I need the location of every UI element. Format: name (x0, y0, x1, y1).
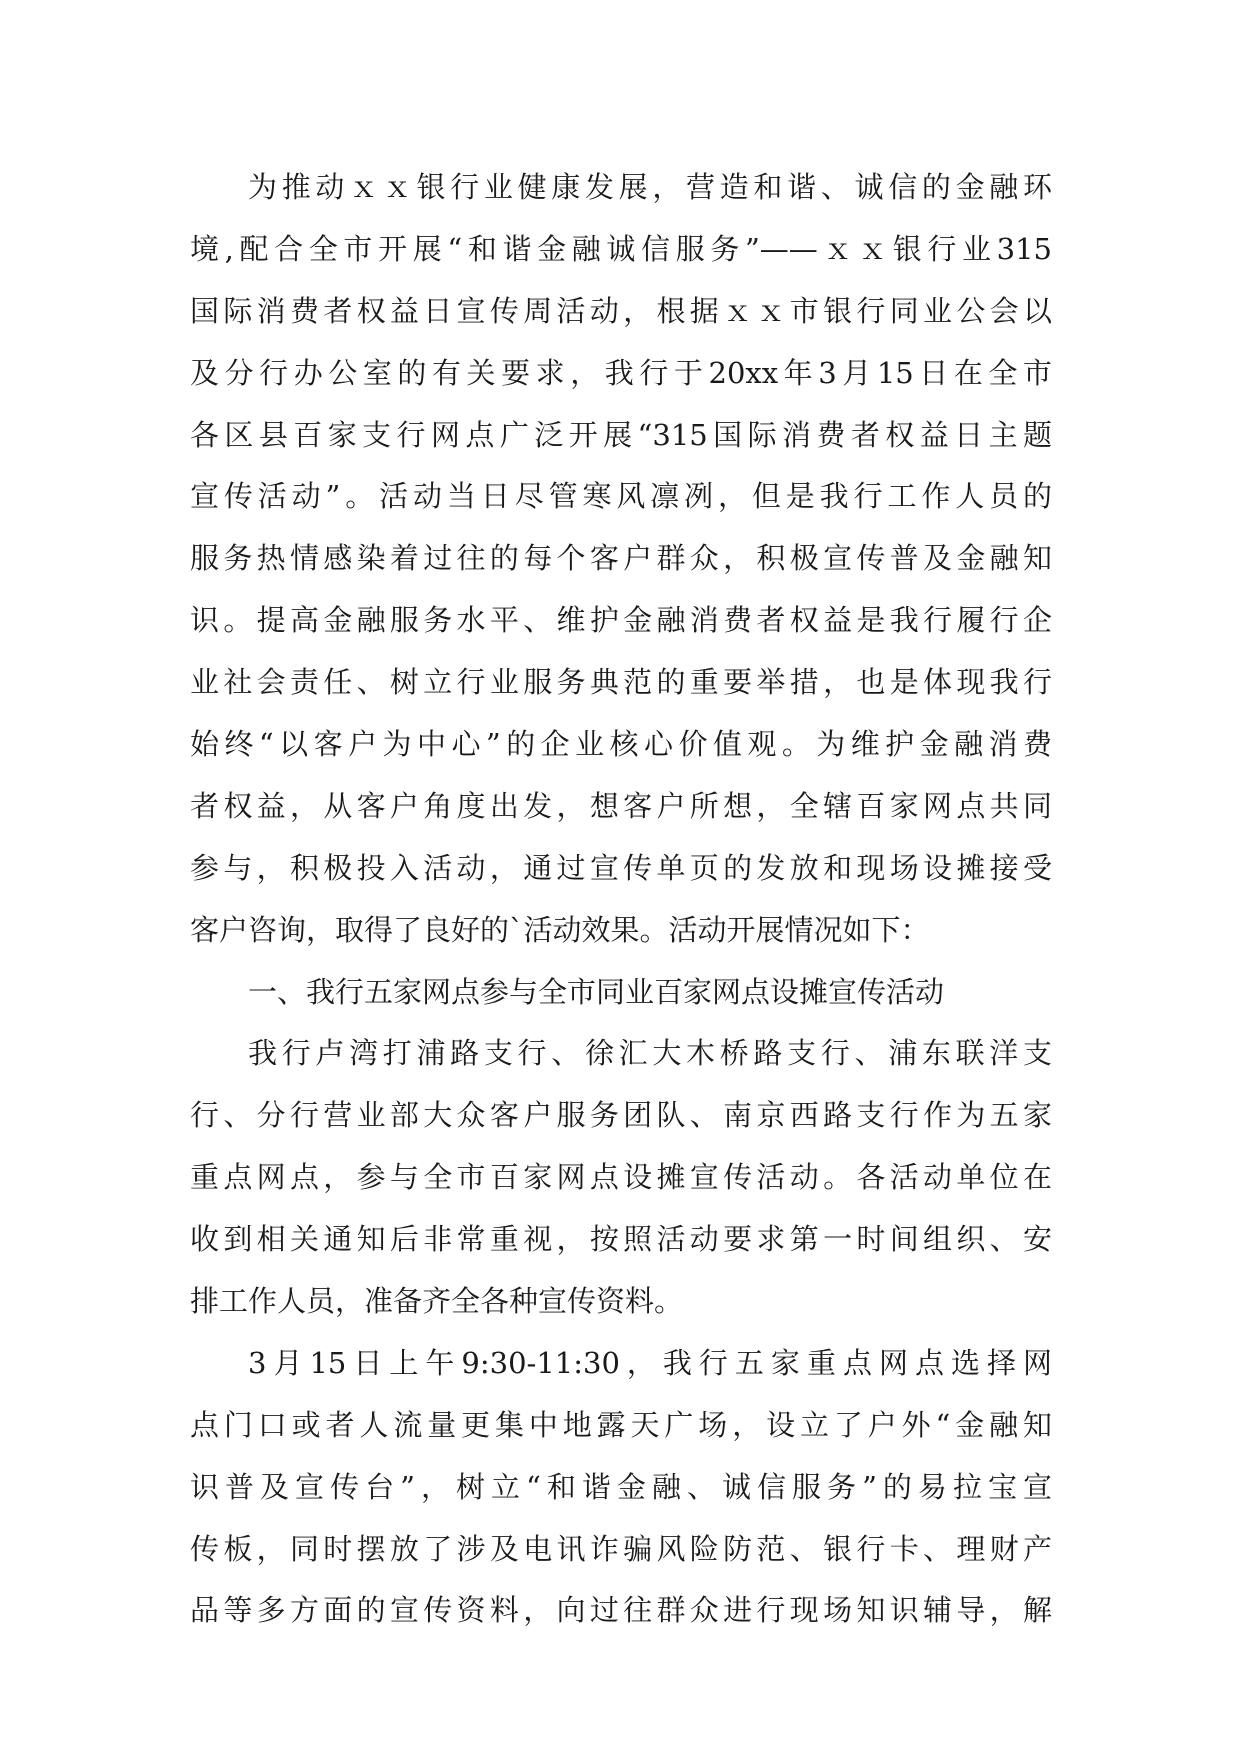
text-line: 重点网点，参与全市百家网点设摊宣传活动。各活动单位在 (190, 1160, 1052, 1195)
text-line: 境,配合全市开展“和谐金融诚信服务”——ｘｘ银行业315 (190, 231, 1052, 266)
text-line: 识普及宣传台”，树立“和谐金融、诚信服务”的易拉宝宣 (190, 1469, 1052, 1504)
text-line: 及分行办公室的有关要求，我行于20xx年3月15日在全市 (190, 355, 1052, 390)
text-line: 一、我行五家网点参与全市同业百家网点设摊宣传活动 (248, 974, 945, 1009)
text-line: 点门口或者人流量更集中地露天广场，设立了户外“金融知 (190, 1407, 1052, 1442)
text-line: 始终“以客户为中心”的企业核心价值观。为维护金融消费 (190, 727, 1052, 762)
text-line: 收到相关通知后非常重视，按照活动要求第一时间组织、安 (190, 1222, 1052, 1257)
text-line: 我行卢湾打浦路支行、徐汇大木桥路支行、浦东联洋支 (248, 1036, 1052, 1071)
text-line: 国际消费者权益日宣传周活动，根据ｘｘ市银行同业公会以 (190, 293, 1052, 328)
text-line: 宣传活动”。活动当日尽管寒风凛冽，但是我行工作人员的 (190, 479, 1052, 514)
text-line: 为推动ｘｘ银行业健康发展，营造和谐、诚信的金融环 (248, 170, 1052, 204)
text-line: 服务热情感染着过往的每个客户群众，积极宣传普及金融知 (190, 541, 1052, 576)
text-line: 识。提高金融服务水平、维护金融消费者权益是我行履行企 (190, 603, 1052, 638)
text-line: 客户咨询，取得了良好的`活动效果。活动开展情况如下： (190, 912, 930, 947)
text-line: 行、分行营业部大众客户服务团队、南京西路支行作为五家 (190, 1098, 1052, 1133)
text-line: 者权益，从客户角度出发，想客户所想，全辖百家网点共同 (190, 788, 1052, 823)
text-line: 排工作人员，准备齐全各种宣传资料。 (190, 1284, 684, 1319)
body-text (190, 157, 1052, 1642)
text-line: 各区县百家支行网点广泛开展“315国际消费者权益日主题 (190, 417, 1052, 452)
text-line: 3月15日上午9:30-11:30，我行五家重点网点选择网 (248, 1345, 1052, 1380)
text-line: 传板，同时摆放了涉及电讯诈骗风险防范、银行卡、理财产 (190, 1531, 1052, 1566)
text-line: 业社会责任、树立行业服务典范的重要举措，也是体现我行 (190, 665, 1052, 700)
text-line: 参与，积极投入活动，通过宣传单页的发放和现场设摊接受 (190, 850, 1052, 885)
text-line: 品等多方面的宣传资料，向过往群众进行现场知识辅导，解 (190, 1593, 1052, 1628)
